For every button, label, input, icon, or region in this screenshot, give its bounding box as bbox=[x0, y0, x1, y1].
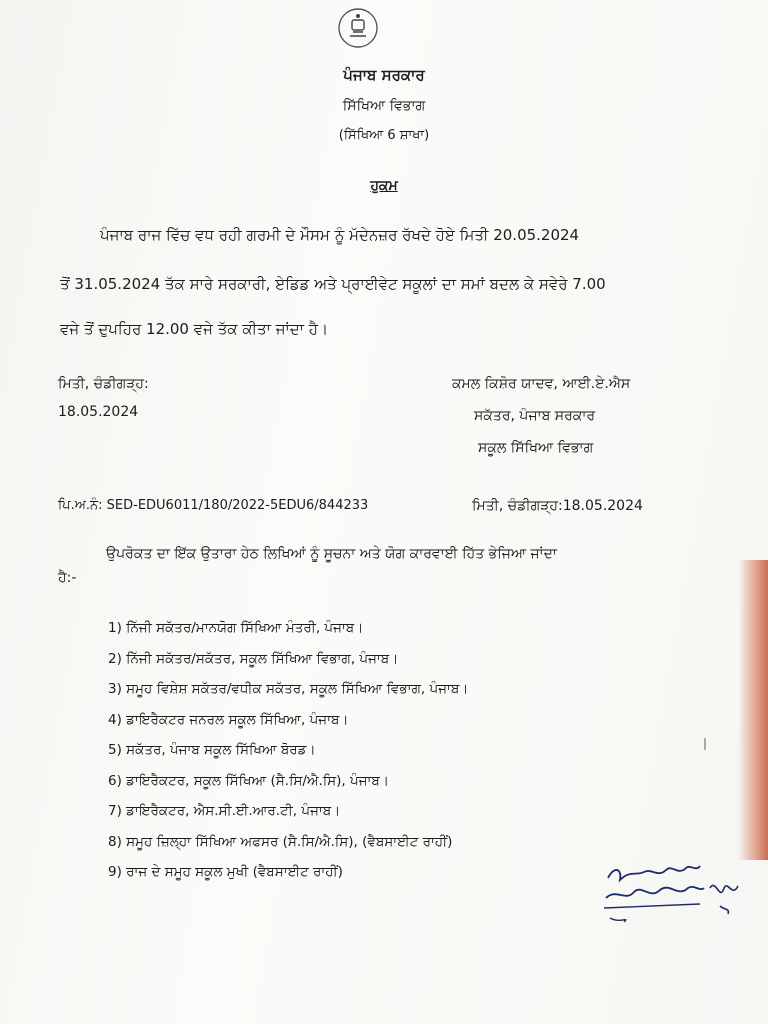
copy-intro-continued: ਹੈ:- bbox=[58, 570, 77, 586]
government-heading: ਪੰਜਾਬ ਸਰਕਾਰ bbox=[343, 66, 425, 84]
list-item: 1) ਨਿੱਜੀ ਸਕੱਤਰ/ਮਾਨਯੋਗ ਸਿੱਖਿਆ ਮੰਤਰੀ, ਪੰਜਾਬ। bbox=[108, 620, 364, 636]
order-line-2: ਤੋਂ 31.05.2024 ਤੱਕ ਸਾਰੇ ਸਰਕਾਰੀ, ਏਡਿਡ ਅਤੇ ਪ੍ਰਾਈਵੇਟ ਸਕੂਲਾਂ ਦਾ ਸਮਾਂ ਬਦਲ ਕੇ ਸਵੇਰੇ 7.00 bbox=[60, 275, 606, 293]
page-edge-shadow bbox=[738, 560, 768, 860]
issue-date: 18.05.2024 bbox=[58, 404, 139, 420]
signatory-name: ਕਮਲ ਕਿਸ਼ੋਰ ਯਾਦਵ, ਆਈ.ਏ.ਐਸ bbox=[452, 376, 631, 392]
list-item: 7) ਡਾਇਰੈਕਟਰ, ਐਸ.ਸੀ.ਈ.ਆਰ.ਟੀ, ਪੰਜਾਬ। bbox=[108, 803, 341, 819]
order-line-3: ਵਜੇ ਤੋਂ ਦੁਪਹਿਰ 12.00 ਵਜੇ ਤੱਕ ਕੀਤਾ ਜਾਂਦਾ ਹੈ। bbox=[60, 320, 329, 338]
stray-mark-icon bbox=[702, 738, 708, 750]
state-emblem-icon bbox=[336, 6, 380, 50]
handwritten-signature-icon bbox=[600, 858, 750, 928]
memo-number: ਪਿ.ਅ.ਨੰ: SED-EDU6011/180/2022-5EDU6/844233 bbox=[58, 498, 369, 513]
issue-place: ਮਿਤੀ, ਚੰਡੀਗੜ੍ਹ: bbox=[58, 376, 149, 392]
list-item: 8) ਸਮੂਹ ਜ਼ਿਲ੍ਹਾ ਸਿੱਖਿਆ ਅਫਸਰ (ਸੈ.ਸਿ/ਐ.ਸਿ), (ਵੈਬਸਾਈਟ ਰਾਹੀਂ) bbox=[108, 833, 453, 850]
signatory-department: ਸਕੂਲ ਸਿੱਖਿਆ ਵਿਭਾਗ bbox=[478, 440, 594, 456]
list-item: 3) ਸਮੂਹ ਵਿਸ਼ੇਸ਼ ਸਕੱਤਰ/ਵਧੀਕ ਸਕੱਤਰ, ਸਕੂਲ ਸਿੱਖਿਆ ਵਿਭਾਗ, ਪੰਜਾਬ। bbox=[108, 681, 469, 697]
department-heading: ਸਿੱਖਿਆ ਵਿਭਾਗ bbox=[342, 98, 426, 114]
copy-intro: ਉਪਰੋਕਤ ਦਾ ਇੱਕ ਉਤਾਰਾ ਹੇਠ ਲਿਖਿਆਂ ਨੂੰ ਸੂਚਨਾ ਅਤੇ ਯੋਗ ਕਾਰਵਾਈ ਹਿੱਤ ਭੇਜਿਆ ਜਾਂਦਾ bbox=[106, 546, 557, 562]
recipient-list bbox=[108, 620, 468, 895]
list-item: 5) ਸਕੱਤਰ, ਪੰਜਾਬ ਸਕੂਲ ਸਿੱਖਿਆ ਬੋਰਡ। bbox=[108, 742, 316, 758]
list-item: 4) ਡਾਇਰੈਕਟਰ ਜਨਰਲ ਸਕੂਲ ਸਿੱਖਿਆ, ਪੰਜਾਬ। bbox=[108, 711, 349, 728]
list-item: 9) ਰਾਜ ਦੇ ਸਮੂਹ ਸਕੂਲ ਮੁਖੀ (ਵੈਬਸਾਈਟ ਰਾਹੀਂ) bbox=[108, 864, 343, 880]
order-line-1: ਪੰਜਾਬ ਰਾਜ ਵਿੱਚ ਵਧ ਰਹੀ ਗਰਮੀ ਦੇ ਮੌਸਮ ਨੂੰ ਮੱਦੇਨਜ਼ਰ ਰੱਖਦੇ ਹੋਏ ਮਿਤੀ 20.05.2024 bbox=[100, 226, 580, 244]
list-item: 2) ਨਿੱਜੀ ਸਕੱਤਰ/ਸਕੱਤਰ, ਸਕੂਲ ਸਿੱਖਿਆ ਵਿਭਾਗ, ਪੰਜਾਬ। bbox=[108, 650, 399, 667]
list-item: 6) ਡਾਇਰੈਕਟਰ, ਸਕੂਲ ਸਿੱਖਿਆ (ਸੈ.ਸਿ/ਐ.ਸਿ), ਪੰਜਾਬ। bbox=[108, 772, 389, 789]
signatory-designation: ਸਕੱਤਰ, ਪੰਜਾਬ ਸਰਕਾਰ bbox=[474, 408, 596, 424]
branch-heading: (ਸਿੱਖਿਆ 6 ਸ਼ਾਖਾ) bbox=[338, 128, 430, 143]
memo-date: ਮਿਤੀ, ਚੰਡੀਗੜ੍ਹ:18.05.2024 bbox=[472, 498, 643, 514]
order-title: ਹੁਕਮ bbox=[370, 178, 398, 194]
